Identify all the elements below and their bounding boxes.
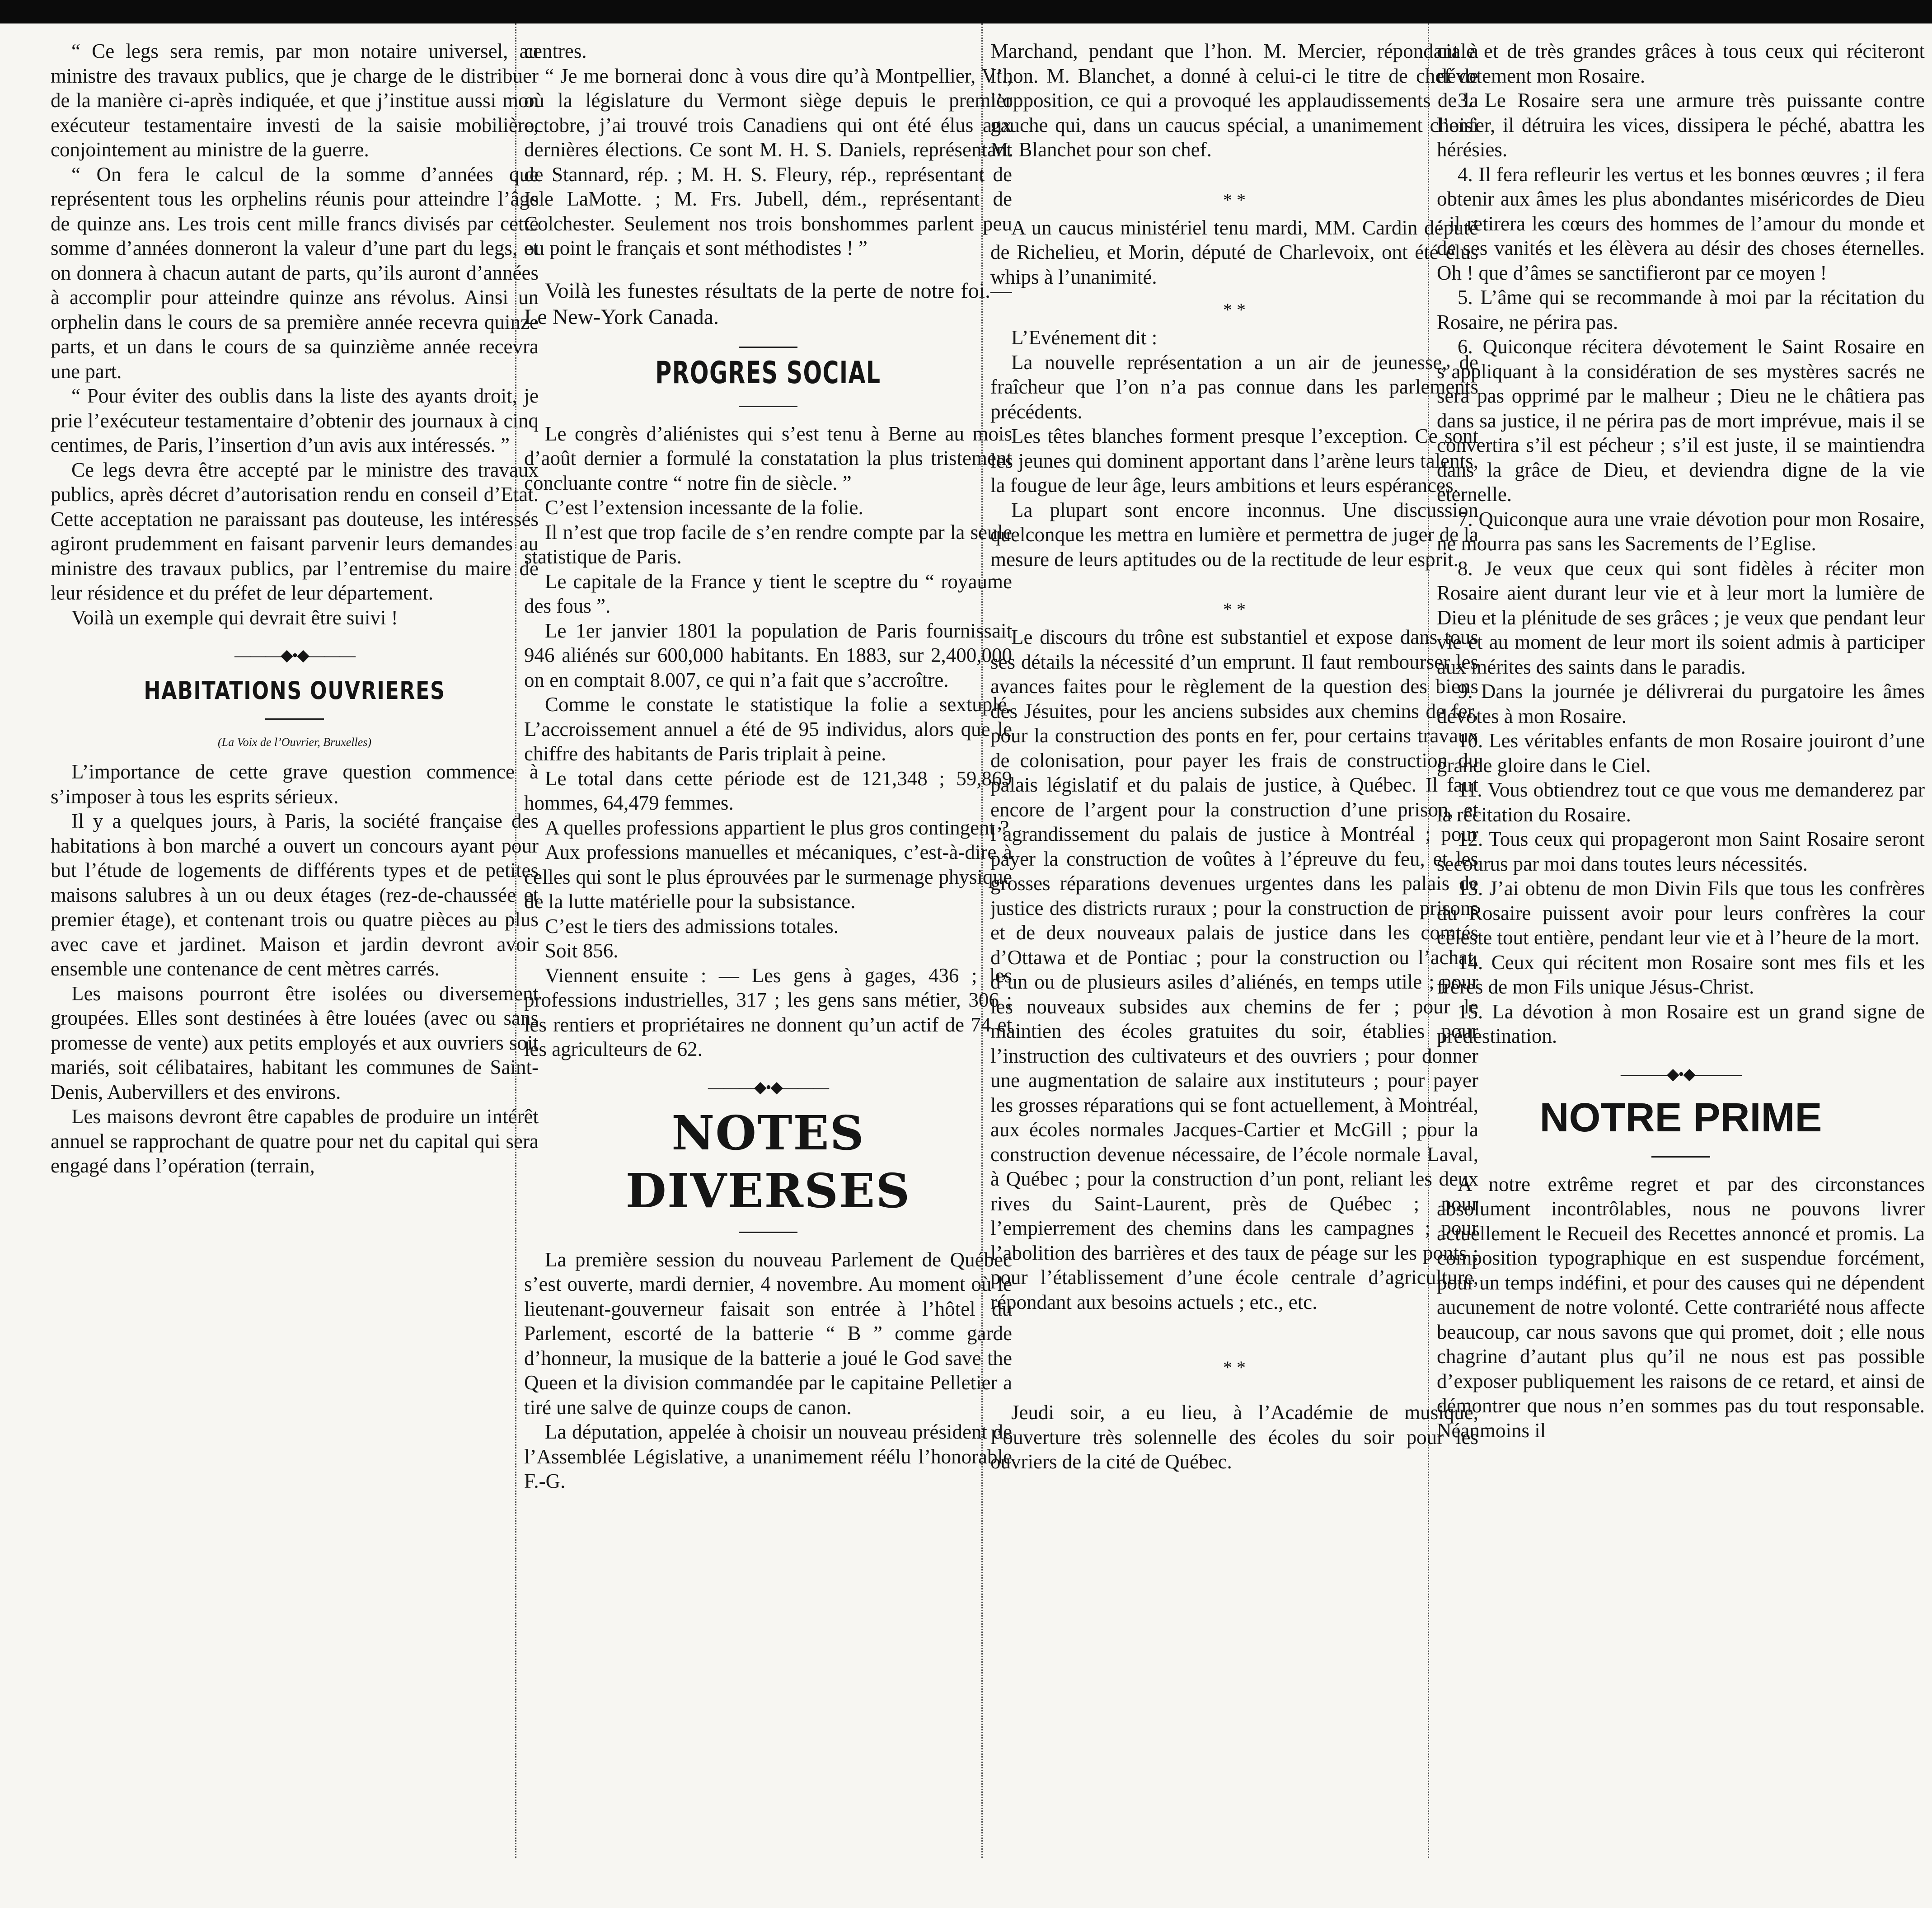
heading-rule [739,1232,797,1233]
paragraph: C’est l’extension incessante de la folie. [545,496,863,519]
list-item: 3. Le Rosaire sera une armure très puissante contre l’enfer, il détruira les vices, dissipera le péché, abattra les hérésies. [1437,89,1925,161]
source-credit: (La Voix de l’Ouvrier, Bruxelles) [217,736,372,749]
paragraph: A notre extrême regret et par des circonstances absolument incontrôlables, nous ne pouvons livrer actuellement le Recueil des Recettes annoncé et promis. La composition typographique en est suspendue forcément, pour un temps indéfini, et pour des causes qui ne dépendent aucunement de notre volonté. Cette contrariété nous affecte beaucoup, car nous savons que qui promet, doit ; elle nous chagrine d’autant plus qu’il ne nous est pas possible d’exposer publiquement les raisons de ce retard, et ainsi de démontrer que nous n’en sommes pas du tout responsable. Néanmoins il [1437,1172,1925,1442]
paragraph: ciale et de très grandes grâces à tous ceux qui réciteront dévotement mon Rosaire. [1437,40,1925,87]
column-4 [1437,39,1925,1860]
paragraph: La plupart sont encore inconnus. Une discussion quelconque les mettra en lumière et permettra de juger de la mesure de leurs aptitudes ou de la rectitude de leur esprit. [990,498,1478,571]
section-heading-notes-diverses: NOTES DIVERSES [625,1105,911,1219]
paragraph: Viennent ensuite : — Les gens à gages, 436 ; les professions industrielles, 317 ; les gens sans métier, 306 ; les rentiers et propriétaires ne donnent qu’un actif de 74 et les agriculteurs de 62. [524,964,1012,1060]
list-item: 15. La dévotion à mon Rosaire est un grand signe de prédestination. [1437,1000,1925,1047]
list-item: 5. L’âme qui se recommande à moi par la récitation du Rosaire, ne périra pas. [1437,286,1925,333]
list-item: 12. Tous ceux qui propageront mon Saint Rosaire seront secourus par moi dans toutes leurs nécessités. [1437,828,1925,875]
section-heading-habitations: HABITATIONS OUVRIERES [144,676,445,705]
heading-rule [265,718,324,720]
paragraph: A quelles professions appartient le plus gros contingent ? [545,816,1009,839]
paragraph: Ce legs devra être accepté par le ministre des travaux publics, après décret d’autorisation rendu en conseil d’Etat. Cette acceptation ne paraissant pas douteuse, les intéressés agiront prudemment en faisant parvenir leurs demandes au ministre des travaux publics, par l’entremise du maire de leur résidence et du préfet de leur département. [51,458,539,604]
section-ornament: ———◆•◆——— [708,1078,828,1096]
asterism: * * [1223,189,1246,210]
paragraph: “ Ce legs sera remis, par mon notaire universel, au ministre des travaux publics, que je charge de le distribuer de la manière ci-après indiquée, et que j’institue aussi mon exécuteur testamentaire investi de la saisie mobilière, conjointement au ministre de la guerre. [51,40,539,161]
asterism: * * [1223,1357,1246,1378]
paragraph: Le discours du trône est substantiel et expose dans tous ses détails la nécessité d’un emprunt. Il faut rembourser les avances faites pour le règlement de la question des biens des Jésuites, pour les anciens subsides aux chemins de fer, pour la construction des ponts en fer, pour certains travaux de colonisation, pour payer les frais de construction du palais législatif et du palais de justice, à Québec. Il faut encore de l’argent pour la construction d’une prison, et l’agrandissement du palais de justice à Montréal ; pour payer la construction de voûtes à l’épreuve du feu, et les grosses réparations devenues urgentes dans les palais de justice des districts ruraux ; pour la construction de prisons et de deux nouveaux palais de justice dans les comtés d’Ottawa et de Pontiac ; pour la construction ou l’achat, d’un ou de plusieurs asiles d’aliénés, en temps utile ; pour les nouveaux subsides aux chemins de fer ; pour le maintien des écoles gratuites du soir, établies pour l’instruction des cultivateurs et des ouvriers ; pour donner une augmentation de salaire aux instituteurs ; pour payer les grosses réparations qui se font actuellement, à Montréal, aux écoles normales Jacques-Cartier et McGill ; pour la construction devenue nécessaire, de l’école normale Laval, à Québec ; pour la construction d’un pont, reliant les deux rives du Saint-Laurent, près de Québec ; pour l’empierrement des chemins dans les campagnes ; pour l’abolition des barrières et des taux de péage sur les ponts ; pour l’établissement d’une école centrale d’agriculture, répondant aux besoins actuels ; etc., etc. [990,626,1478,1313]
paragraph: Comme le constate le statistique la folie a sextuplé. L’accroissement annuel a été de 95 individus, alors que le chiffre des habitants de Paris triplait à peine. [524,693,1012,765]
paragraph: Il y a quelques jours, à Paris, la société française des habitations à bon marché a ouvert un concours ayant pour but l’étude de logements de différents types et de petites maisons salubres à un ou deux étages (rez-de-chaussée et premier étage), et contenant trois ou quatre pièces au plus avec cave et jardinet. Maison et jardin devront avoir ensemble une contenance de cent mètres carrés. [51,810,539,980]
paragraph: Le total dans cette période est de 121,348 ; 59,869 hommes, 64,479 femmes. [524,767,1012,814]
list-item: 6. Quiconque récitera dévotement le Saint Rosaire en s’appliquant à la considération de ses mystères sacrés ne sera pas opprimé par le malheur ; Dieu ne le châtiera pas dans sa justice, il ne périra pas de mort imprévue, mais il se convertira s’il est pécheur ; s’il est juste, il se maintiendra dans la grâce de Dieu, et deviendra digne de la vie éternelle. [1437,335,1925,506]
paragraph: A un caucus ministériel tenu mardi, MM. Cardin député de Richelieu, et Morin, député de Charlevoix, ont été élus whips à l’unanimité. [990,216,1478,288]
list-item: 14. Ceux qui récitent mon Rosaire sont mes fils et les frères de mon Fils unique Jésus-Christ. [1437,951,1925,998]
paragraph: C’est le tiers des admissions totales. [545,914,839,938]
section-ornament: ———◆•◆——— [234,646,355,664]
paragraph: Marchand, pendant que l’hon. M. Mercier, répondant à l’hon. M. Blanchet, a donné à celui-ci le titre de chef de l’opposition, ce qui a provoqué les applaudissements de la gauche qui, dans un caucus spécial, a unanimement choisi M. Blanchet pour son chef. [990,40,1478,161]
section-ornament: ———◆•◆——— [1621,1064,1741,1083]
paragraph: “ Je me bornerai donc à vous dire qu’à Montpellier, Vt., où la législature du Vermont siège depuis le premier octobre, j’ai trouvé trois Canadiens qui ont été élus aux dernières élections. Ce sont M. H. S. Daniels, représentant de Stannard, rép. ; M. H. S. Fleury, rép., représentant de Isle LaMotte. ; M. Frs. Jubell, dém., représentant de Colchester. Seulement nos trois bonshommes parlent peu ou point le français et sont méthodistes ! ” [524,64,1012,259]
column-2 [524,39,1012,1860]
paragraph: La première session du nouveau Parlement de Québec s’est ouverte, mardi dernier, 4 novembre. Au moment où le lieutenant-gouverneur faisait son entrée à l’hôtel du Parlement, escorté de la batterie “ B ” comme garde d’honneur, la musique de la batterie a joué le God save the Queen et la division commandée par le capitaine Pelletier a tiré une salve de quinze coups de canon. [524,1248,1012,1419]
paragraph: L’importance de cette grave question commence à s’imposer à tous les esprits sérieux. [51,760,539,808]
section-separator [739,347,797,348]
paragraph: “ On fera le calcul de la somme d’années que représentent tous les orphelins réunis pour atteindre l’âge de quinze ans. Les trois cent mille francs divisés par cette somme d’années donneront la valeur d’une part du legs, et on donnera à chacun autant de parts, qu’ils auront d’années à accomplir pour atteindre quinze ans révolus. Ainsi un orphelin dans le cours de sa première année recevra quinze parts, et un dans le cours de sa quinzième année recevra une part. [51,163,539,383]
list-item: 9. Dans la journée je délivrerai du purgatoire les âmes dévotes à mon Rosaire. [1437,680,1925,727]
paragraph: Le congrès d’aliénistes qui s’est tenu à Berne au mois d’août dernier a formulé la constatation la plus tristement concluante contre “ notre fin de siècle. ” [524,422,1012,494]
paragraph: Jeudi soir, a eu lieu, à l’Académie de musique, l’ouverture très solennelle des écoles du soir pour les ouvriers de la cité de Québec. [990,1401,1478,1473]
asterism: * * [1223,599,1246,619]
paragraph: Les maisons devront être capables de produire un intérêt annuel se rapprochant de quatre pour net du capital qui sera engagé dans l’opération (terrain, [51,1105,539,1177]
paragraph: Il n’est que trop facile de s’en rendre compte par la seule statistique de Paris. [524,520,1012,568]
paragraph: La députation, appelée à choisir un nouveau président de l’Assemblée Législative, a unanimement réélu l’honorable F.-G. [524,1420,1012,1492]
list-item: 4. Il fera refleurir les vertus et les bonnes œuvres ; il fera obtenir aux âmes les plus abondantes miséricordes de Dieu : il retirera les cœurs des hommes de l’amour du monde et de ses vanités et les élèvera au désir des choses éternelles. Oh ! que d’âmes se sanctifieront par ce moyen ! [1437,163,1925,284]
paragraph: Le capitale de la France y tient le sceptre du “ royaume des fous ”. [524,570,1012,617]
heading-rule [739,406,797,407]
list-item: 11. Vous obtiendrez tout ce que vous me demanderez par la récitation du Rosaire. [1437,778,1925,826]
list-item: 10. Les véritables enfants de mon Rosaire jouiront d’une grande gloire dans le Ciel. [1437,729,1925,777]
heading-rule [1651,1156,1710,1158]
column-3 [990,39,1478,1860]
paragraph: Voilà un exemple qui devrait être suivi ! [71,606,398,629]
paragraph: L’Evénement dit : [1011,326,1158,349]
paragraph: Les têtes blanches forment presque l’exception. Ce sont les jeunes qui dominent apportant dans l’arène leurs talents, la fougue de leur âge, leurs ambitions et leurs espérances. [990,425,1478,497]
paragraph: Aux professions manuelles et mécaniques, c’est-à-dire à celles qui sont le plus éprouvées par le surmenage physique de la lutte matérielle pour la subsistance. [524,841,1012,913]
paragraph: Voilà les funestes résultats de la perte de notre foi.—Le New-York Canada. [524,278,1012,329]
paragraph: Soit 856. [545,939,619,962]
column-1 [51,39,539,1860]
section-heading-progres-social: PROGRES SOCIAL [655,355,881,391]
page-top-border [0,0,1932,23]
list-item: 8. Je veux que ceux qui sont fidèles à réciter mon Rosaire aient durant leur vie et à leur mort la lumière de Dieu et la plénitude de ses grâces ; je veux que pendant leur vie et au moment de leur mort ils soient admis à participer aux mérites des saints dans le paradis. [1437,557,1925,678]
paragraph: “ Pour éviter des oublis dans la liste des ayants droit, je prie l’exécuteur testamentaire d’obtenir des journaux à cinq centimes, de Paris, l’insertion d’un avis aux intéressés. ” [51,384,539,456]
paragraph: Les maisons pourront être isolées ou diversement groupées. Elles sont destinées à être louées (avec ou sans promesse de vente) aux petits employés et aux ouvriers soit mariés, soit célibataires, habitant les communes de Saint-Denis, Aubervillers et des environs. [51,982,539,1103]
paragraph: Le 1er janvier 1801 la population de Paris fournissait 946 aliénés sur 600,000 habitants. En 1883, sur 2,400,000 on en comptait 8.007, ce qui n’a fait que s’accroître. [524,619,1012,691]
list-item: 7. Quiconque aura une vraie dévotion pour mon Rosaire, ne mourra pas sans les Sacrements de l’Eglise. [1437,507,1925,555]
section-heading-notre-prime: NOTRE PRIME [1539,1095,1822,1140]
paragraph: La nouvelle représentation a un air de jeunesse, de fraîcheur que l’on n’a pas connue dans les parlements précédents. [990,351,1478,423]
asterism: * * [1223,300,1246,320]
paragraph: centres. [524,40,587,62]
list-item: 13. J’ai obtenu de mon Divin Fils que tous les confrères du Rosaire puissent avoir pour leurs confrères la cour céleste tout entière, pendant leur vie et à l’heure de la mort. [1437,877,1925,949]
